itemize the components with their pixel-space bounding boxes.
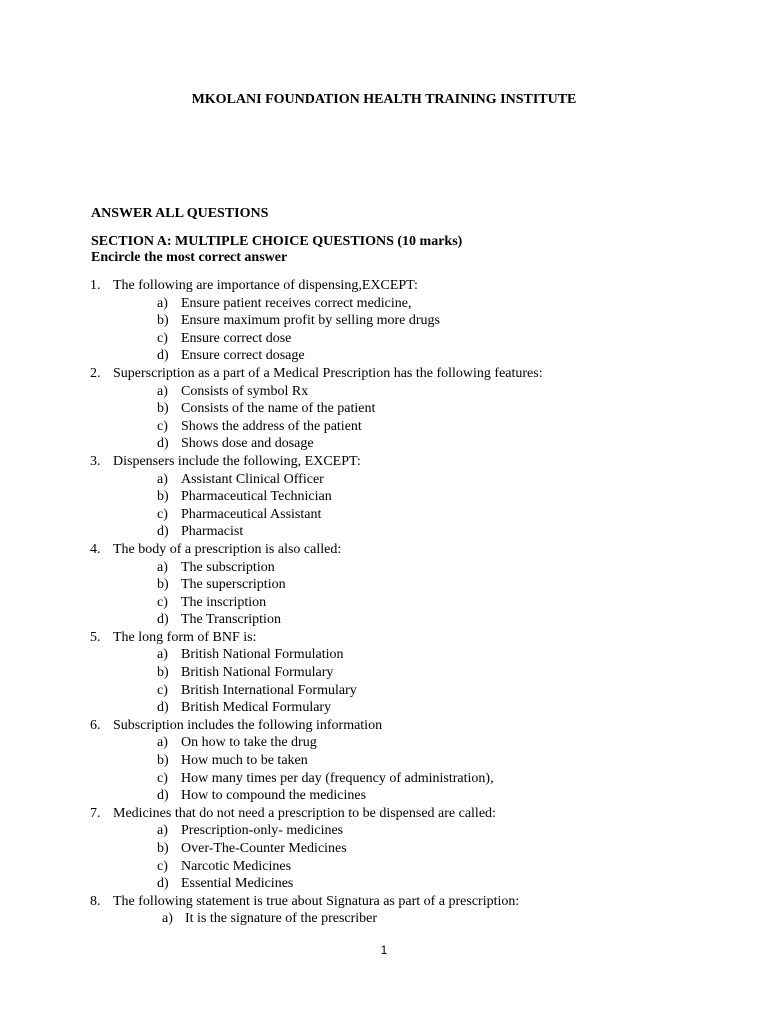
option-text: How to compound the medicines [181,788,367,804]
answer-option [0,752,768,770]
option-text: Pharmaceutical Technician [181,489,332,505]
option-letter: c) [157,594,168,610]
option-text: British Medical Formulary [181,700,332,716]
question-item [0,629,768,647]
option-letter: b) [157,489,169,505]
encircle-instruction: Encircle the most correct answer [91,250,288,265]
option-text: The subscription [181,559,275,575]
option-text: The inscription [181,594,267,610]
option-letter: c) [157,418,168,434]
page-number: 1 [380,943,388,957]
answer-option [0,400,768,418]
question-number: 4. [90,541,101,557]
answer-option [0,506,768,524]
question-item [0,893,768,911]
answer-option [0,734,768,752]
option-letter: a) [157,735,168,751]
option-text: Ensure maximum profit by selling more drugs [181,313,440,329]
option-letter: a) [157,471,168,487]
option-text: Shows dose and dosage [181,436,314,452]
option-letter: b) [157,753,169,769]
option-letter: b) [157,665,169,681]
option-text: How many times per day (frequency of administration), [181,770,494,786]
question-number: 2. [90,365,101,381]
question-item [0,805,768,823]
question-text: Subscription includes the following information [113,717,383,733]
answer-option [0,611,768,629]
option-letter: d) [157,436,169,452]
option-text: British International Formulary [181,682,357,698]
question-text: The following are importance of dispensing,EXCEPT: [113,278,418,293]
option-letter: c) [157,858,168,874]
answer-option [0,822,768,840]
answer-option [0,312,768,330]
answer-option [0,858,768,876]
option-text: Shows the address of the patient [181,418,362,434]
option-text: Ensure patient receives correct medicine, [181,295,412,311]
question-text: The following statement is true about Signatura as part of a prescription: [113,893,520,909]
option-text: Assistant Clinical Officer [181,471,324,487]
option-text: British National Formulary [181,665,334,681]
answer-option [0,418,768,436]
option-letter: b) [157,401,169,417]
answer-option [0,347,768,365]
option-letter: d) [157,788,169,804]
question-item [0,277,768,295]
answer-option [0,435,768,453]
option-letter: c) [157,330,168,346]
option-text: Consists of the name of the patient [181,401,376,417]
option-letter: a) [157,647,168,663]
option-letter: b) [157,577,169,593]
option-letter: a) [157,559,168,575]
option-letter: a) [157,295,168,311]
option-text: British National Formulation [181,647,344,663]
question-number: 1. [90,278,101,293]
answer-option [0,523,768,541]
option-letter: a) [157,823,168,839]
answer-option [0,664,768,682]
option-letter: b) [157,841,169,856]
question-text: The long form of BNF is: [113,629,257,645]
answer-option [0,488,768,506]
option-text: Ensure correct dose [181,330,292,346]
question-number: 7. [90,805,101,821]
answer-option [0,699,768,717]
option-letter: d) [157,876,169,892]
answer-option [0,330,768,348]
answer-option [0,840,768,858]
option-text: Ensure correct dosage [181,348,305,364]
answer-option [0,910,768,928]
option-letter: d) [157,524,169,540]
option-text: The Transcription [181,612,281,628]
answer-option [0,787,768,805]
option-letter: c) [157,770,168,786]
answer-option [0,295,768,313]
option-letter: a) [157,383,168,399]
answer-option [0,576,768,594]
answer-option [0,646,768,664]
question-text: Dispensers include the following, EXCEPT: [113,453,361,469]
option-letter: c) [157,682,168,698]
option-text: Consists of symbol Rx [181,383,309,399]
answer-option [0,770,768,788]
question-number: 5. [90,629,101,645]
option-text: How much to be taken [181,753,308,769]
option-text: Over-The-Counter Medicines [181,841,347,856]
option-text: Narcotic Medicines [181,858,292,874]
option-letter: d) [157,348,169,364]
question-number: 8. [90,893,101,909]
institute-title: MKOLANI FOUNDATION HEALTH TRAINING INSTITUTE [191,92,577,107]
option-text: Pharmaceutical Assistant [181,506,322,522]
option-letter: d) [157,700,169,716]
option-text: The superscription [181,577,286,593]
question-number: 6. [90,717,101,733]
option-letter: d) [157,612,169,628]
option-text: Pharmacist [181,524,244,540]
answer-option [0,682,768,700]
question-item [0,717,768,735]
question-text: Superscription as a part of a Medical Prescription has the following features: [113,365,543,381]
section-heading: SECTION A: MULTIPLE CHOICE QUESTIONS (10 marks) [91,234,463,249]
option-text: Essential Medicines [181,876,294,892]
answer-option [0,383,768,401]
option-letter: b) [157,313,169,329]
answer-option [0,594,768,612]
option-text: On how to take the drug [181,735,317,751]
option-text: It is the signature of the prescriber [185,911,378,927]
answer-option [0,559,768,577]
option-text: Prescription-only- medicines [181,823,344,839]
question-list [0,277,768,928]
question-number: 3. [90,453,101,469]
question-item [0,453,768,471]
question-item [0,541,768,559]
option-letter: c) [157,506,168,522]
question-text: Medicines that do not need a prescription to be dispensed are called: [113,805,496,821]
answer-all-instruction: ANSWER ALL QUESTIONS [91,206,269,221]
option-letter: a) [162,911,173,927]
question-text: The body of a prescription is also called: [113,541,342,557]
answer-option [0,875,768,893]
answer-option [0,471,768,489]
question-item [0,365,768,383]
